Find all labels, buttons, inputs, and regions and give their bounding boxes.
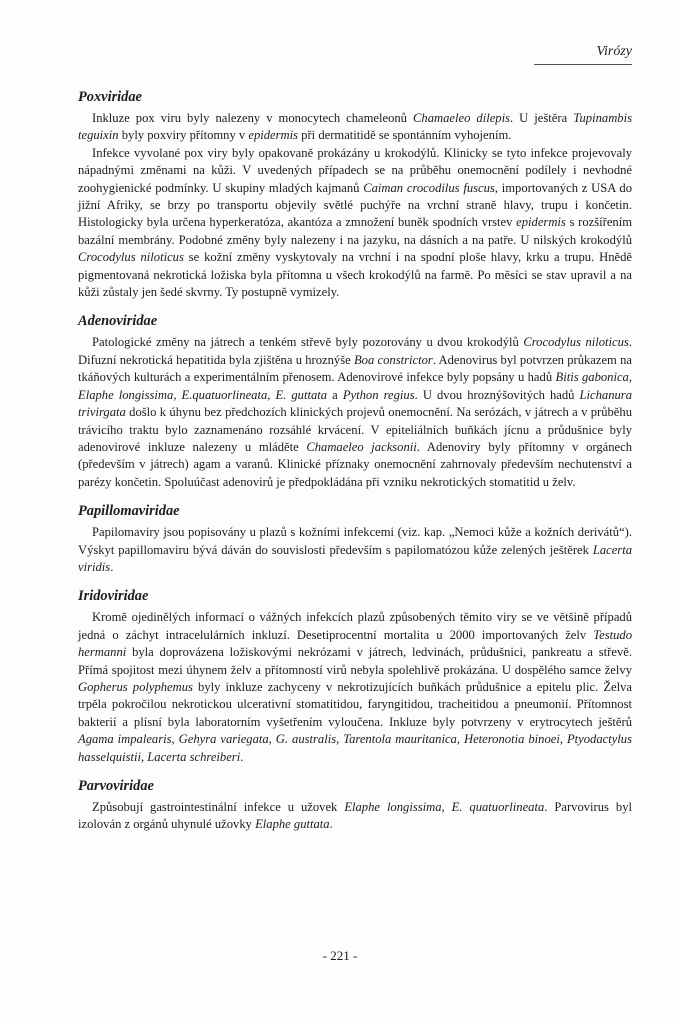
text-run: . xyxy=(110,559,114,574)
text-run: Způsobují gastrointestinální infekce u užovek xyxy=(92,800,345,814)
text-run: Patologické změny na játrech a tenkém střevě byly pozorovány u dvou krokodýlů xyxy=(92,335,524,350)
page-body xyxy=(78,88,632,834)
text-run: . Difuzní nekrotická hepatitida byla zjištěna u hroznýše xyxy=(78,335,632,367)
section-heading: Iridoviridae xyxy=(78,588,149,605)
text-run: Infekce vyvolané pox viry byly opakovaně prokázány u krokodýlů. Klinicky se tyto infekce projevovaly nápadnými změnami na kůži. V uvedených případech se na průběhu onemocnění podílely i nevhodné zoohygienické podmínky. U skupiny mladých kajmanů xyxy=(78,145,632,195)
italic-term: epidermis xyxy=(248,128,299,143)
text-run: . Parvovirus byl izolován z orgánů uhynulé užovky xyxy=(78,800,632,832)
text-run: . U ještěra xyxy=(510,111,574,125)
italic-term: Agama impalearis, Gehyra variegata, G. australis, Tarentola mauritanica, Heteronotia binoei, Ptyodactylus hasselquistii, Lacerta schreiberi xyxy=(78,732,632,764)
body-paragraph xyxy=(78,145,632,302)
body-paragraph xyxy=(78,524,632,576)
section-heading: Adenoviridae xyxy=(78,313,158,330)
italic-term: Chamaeleo dilepis xyxy=(413,111,510,125)
italic-term: Tupinambis teguixin xyxy=(78,111,632,143)
body-paragraph xyxy=(78,110,632,145)
italic-term: Caiman crocodilus fuscus xyxy=(363,180,495,195)
running-title: Virózy xyxy=(596,44,632,59)
italic-term: Crocodylus niloticus xyxy=(523,335,629,350)
text-run: . U dvou hroznýšovitých hadů xyxy=(414,387,580,402)
italic-term: Python regius xyxy=(342,387,415,402)
text-run: byly poxviry přítomny v xyxy=(118,128,249,143)
text-run: byly inkluze zachyceny v nekrotizujících buňkách průdušnice a epitelu plic. Želva trpěla pokročilou nekrotickou ulcerativní stomatitidou, faryngitidou, tracheitidou a pneumonií. Přítomnost bakterií a plísní byla laboratorním vyšetřením vyloučena. Inkluze byly potvrzeny v erytrocytech ještěrů xyxy=(78,679,632,729)
body-paragraph xyxy=(78,334,632,491)
italic-term: Elaphe longissima, E. quatuorlineata xyxy=(344,800,545,814)
text-run: Inkluze pox viru byly nalezeny v monocytech chameleonů xyxy=(92,111,414,125)
text-run: . Adenoviry byly přítomny v orgánech (především v játrech) agam a varanů. Klinické příznaky onemocnění zahrnovaly především nechutenství a parézy končetin. Spoluúčast adenovirů je předpokládána při vzniku nekrotických stomatitid u želv. xyxy=(78,439,632,489)
text-run: a xyxy=(327,387,343,402)
section-heading: Papillomaviridae xyxy=(78,503,180,520)
section-heading: Poxviridae xyxy=(78,89,142,105)
text-run: Kromě ojedinělých informací o vážných infekcích plazů způsobených těmito viry se ve většině případů jedná o záchyt intracelulárních inkluzí. Desetiprocentní mortalita u 2000 importovaných želv xyxy=(78,610,632,642)
text-run: došlo k úhynu bez předchozích klinických projevů onemocnění. Na serózách, v játrech a v průběhu trávicího traktu bylo zaznamenáno rozsáhlé krvácení. V epiteliálních buňkách jícnu a průdušnice byly adenovirové inkluze nalezeny u mláděte xyxy=(78,405,632,454)
body-paragraph xyxy=(78,609,632,766)
text-run: Papilomaviry jsou popisovány u plazů s kožními infekcemi (viz. kap. „Nemoci kůže a kožních derivátů“). Výskyt papillomaviru bývá dáván do souvislosti především s papilomatózou kůže zelených ještěrek xyxy=(78,525,632,557)
italic-term: Crocodylus niloticus xyxy=(78,250,184,265)
text-run: byla doprovázena ložiskovými nekrózami v játrech, ledvinách, průdušnici, pankreatu a střevě. Přímá spojitost mezi úhynem želv a přítomností virů nebyla spolehlivě prokázána. U dospělého samce želvy xyxy=(78,645,632,677)
italic-term: Testudo hermanni xyxy=(78,627,632,660)
text-run: s rozšířením bazální membrány. Podobné změny byly nalezeny i na jazyku, na dásních a na patře. U nilských krokodýlů xyxy=(78,215,632,247)
header-rule xyxy=(534,64,632,65)
text-run: . Adenovirus byl potvrzen průkazem na tkáňových kulturách a experimentálním přenosem. Adenovirové infekce byly popsány u hadů xyxy=(78,352,632,385)
italic-term: Gopherus polyphemus xyxy=(78,679,193,694)
text-run: se kožní změny vyskytovaly na vrchní i na spodní ploše hlavy, krku a trupu. Hnědě pigmentovaná nekrotická ložiska byla přítomna u všech krokodýlů na farmě. Po měsíci se stav upravil a na kůži zůstaly jen šedé skvrny. Ty postupně vymizely. xyxy=(78,250,632,300)
italic-term: Boa constrictor xyxy=(353,352,433,367)
body-paragraph xyxy=(78,799,632,834)
italic-term: Lichanura trivirgata xyxy=(78,387,633,420)
text-run: . xyxy=(240,749,244,764)
italic-term: Lacerta viridis xyxy=(78,542,632,574)
page-number: - 221 - xyxy=(322,948,358,963)
italic-term: Chamaeleo jacksonii xyxy=(306,439,417,454)
text-run: . xyxy=(329,817,333,832)
italic-term: Elaphe guttata xyxy=(255,817,330,832)
italic-term: Bitis gabonica, Elaphe longissima, E.quatuorlineata, E. guttata xyxy=(78,370,632,402)
text-run: , importovaných z USA do jižní Afriky, se brzy po transportu objevily světlé puchýře na vrchní straně hlavy, trupu i končetin. Histologicky byla určena hyperkeratóza, akantóza a zmnožení buněk spodních vrstev xyxy=(78,180,632,230)
text-run: při dermatitidě se spontánním vyhojením. xyxy=(298,128,512,143)
section-heading: Parvoviridae xyxy=(78,778,154,794)
italic-term: epidermis xyxy=(516,215,566,230)
